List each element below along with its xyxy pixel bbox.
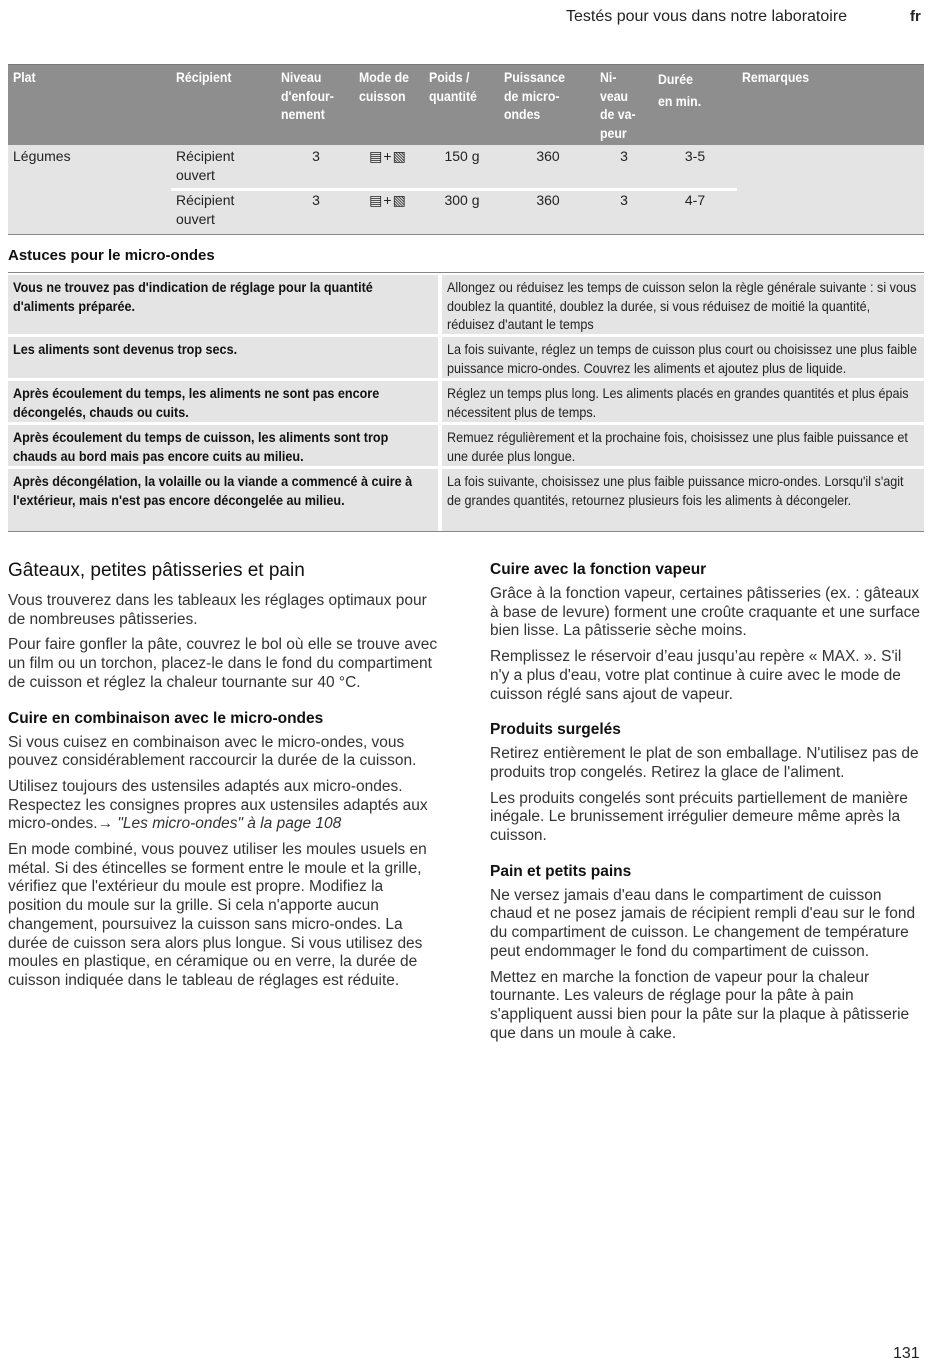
paragraph: Grâce à la fonction vapeur, certaines pâtisseries (ex. : gâteaux à base de levure) forment une croûte craquante et une surface bien lisse. La pâtisserie sèche moins.	[490, 585, 920, 640]
tip-problem: Après écoulement du temps, les aliments ne sont pas encore décongelés, chauds ou cuits.	[8, 381, 438, 422]
section-title: Gâteaux, petites pâtisseries et pain	[8, 560, 305, 581]
cell-vapeur: 3	[620, 192, 628, 208]
col-plat: Plat	[13, 69, 36, 85]
col-vapeur: Ni- veau de va- peur	[600, 69, 636, 141]
col-niveau: Niveau d'enfour- nement	[281, 69, 334, 122]
cell-duree: 3-5	[684, 148, 706, 164]
subsection-title: Cuire en combinaison avec le micro-ondes	[8, 709, 324, 727]
tip-solution: Allongez ou réduisez les temps de cuisson selon la règle générale suivante : si vous doublez la quantité, doublez la durée, si vous réduisez de moitié la quantité, réduisez d'autant le temps	[442, 275, 924, 334]
right-column	[490, 561, 922, 1050]
tips-table	[8, 272, 924, 532]
tip-problem: Après décongélation, la volaille ou la viande a commencé à cuire à l'extérieur, mais n'est pas encore décongelée au milieu.	[8, 469, 438, 531]
col-puissance: Puissance de micro- ondes	[504, 69, 565, 122]
cell-poids: 150 g	[444, 148, 480, 164]
cell-plat: Légumes	[13, 148, 71, 164]
col-remarques: Remarques	[742, 69, 810, 85]
paragraph: Remplissez le réservoir d’eau jusqu’au repère « MAX. ». S'il n'y a plus d'eau, votre plat continue à cuire avec le mode de cuisson réglé sans ajout de vapeur.	[490, 648, 902, 703]
cell-vapeur: 3	[620, 148, 628, 164]
paragraph: Mettez en marche la fonction de vapeur pour la chaleur tournante. Les valeurs de réglage pour la pâte à pain s'appliquent aussi bien pour la pâte sur la plaque à pâtisserie que dans un moule à cake.	[490, 968, 910, 1042]
tip-problem: Après écoulement du temps de cuisson, les aliments sont trop chauds au bord mais pas encore cuits au milieu.	[8, 425, 438, 466]
cell-recipient: Récipient ouvert	[176, 148, 235, 183]
cell-recipient: Récipient ouvert	[176, 192, 235, 227]
subsection-title: Cuire avec la fonction vapeur	[490, 561, 707, 578]
paragraph: Pour faire gonfler la pâte, couvrez le bol où elle se trouve avec un film ou un torchon, placez-le dans le fond du compartiment de cuisson et réglez la chaleur tournante sur 40 °C.	[8, 636, 438, 691]
cell-niveau: 3	[312, 192, 320, 208]
cell-mode: ▤+▧	[369, 148, 407, 164]
page-reference-link[interactable]: "Les micro-ondes" à la page 108	[117, 815, 342, 833]
language-code: fr	[910, 8, 921, 25]
table-header	[8, 64, 924, 145]
paragraph-text: Utilisez toujours des ustensiles adaptés aux micro-ondes. Respectez les consignes propres aux ustensiles adaptés aux micro-ondes.→	[8, 777, 428, 833]
subsection-title: Produits surgelés	[490, 721, 621, 739]
header-title: Testés pour vous dans notre laboratoire	[566, 8, 848, 25]
paragraph: Si vous cuisez en combinaison avec le micro-ondes, vous pouvez considérablement raccourcir la durée de la cuisson.	[8, 733, 417, 770]
tip-solution: Réglez un temps plus long. Les aliments placés en grandes quantités et plus épais nécessitent plus de temps.	[442, 381, 924, 422]
col-duree: Durée en min.	[658, 71, 702, 109]
cell-duree: 4-7	[684, 192, 706, 208]
paragraph: En mode combiné, vous pouvez utiliser les moules usuels en métal. Si des étincelles se forment entre le moule et la grille, vérifiez que l'extérieur du moule est propre. Modifiez la position du moule sur la grille. Si cela n'apporte aucun changement, poursuivez la cuisson sans micro-ondes. La durée de cuisson sera alors plus longue. Si vous utilisez des moules en plastique, en céramique ou en verre, la durée de cuisson indiquée dans le tableau de réglages est réduite.	[8, 841, 427, 989]
tip-solution: La fois suivante, choisissez une plus faible puissance micro-ondes. Lorsqu'il s'agit de grandes quantités, retournez plusieurs fois les aliments à décongeler.	[442, 469, 924, 531]
astuces-title: Astuces pour le micro-ondes	[8, 247, 215, 264]
paragraph	[8, 778, 440, 834]
tip-problem: Vous ne trouvez pas d'indication de réglage pour la quantité d'aliments préparée.	[8, 275, 438, 334]
cell-puissance: 360	[536, 148, 560, 164]
page-number: 131	[893, 1345, 920, 1362]
tip-problem: Les aliments sont devenus trop secs.	[8, 337, 438, 378]
cell-niveau: 3	[312, 148, 320, 164]
tip-solution: Remuez régulièrement et la prochaine fois, choisissez une plus faible puissance et une durée plus longue.	[442, 425, 924, 466]
paragraph: Les produits congelés sont précuits partiellement de manière inégale. Le brunissement irrégulier demeure même après la cuisson.	[490, 789, 908, 845]
cell-mode: ▤+▧	[369, 192, 407, 208]
col-poids: Poids / quantité	[429, 69, 477, 104]
tip-solution: La fois suivante, réglez un temps de cuisson plus court ou choisissez une plus faible puissance micro-ondes. Couvrez les aliments et ajoutez plus de liquide.	[442, 337, 924, 378]
left-column	[8, 560, 440, 998]
cell-poids: 300 g	[444, 192, 480, 208]
cooking-table	[8, 64, 924, 235]
paragraph: Retirez entièrement le plat de son emballage. N'utilisez pas de produits trop congelés. Retirez la glace de l'aliment.	[490, 745, 919, 781]
col-mode: Mode de cuisson	[359, 69, 409, 104]
paragraph: Ne versez jamais d'eau dans le compartiment de cuisson chaud et ne posez jamais de récipient rempli d'eau sur le fond du compartiment de cuisson. Le changement de température peut endommager le fond du compartiment de cuisson.	[490, 886, 916, 960]
paragraph: Vous trouverez dans les tableaux les réglages optimaux pour de nombreuses pâtisseries.	[8, 592, 427, 628]
subsection-title: Pain et petits pains	[490, 862, 632, 880]
cell-puissance: 360	[536, 192, 560, 208]
col-recipient: Récipient	[176, 69, 232, 85]
